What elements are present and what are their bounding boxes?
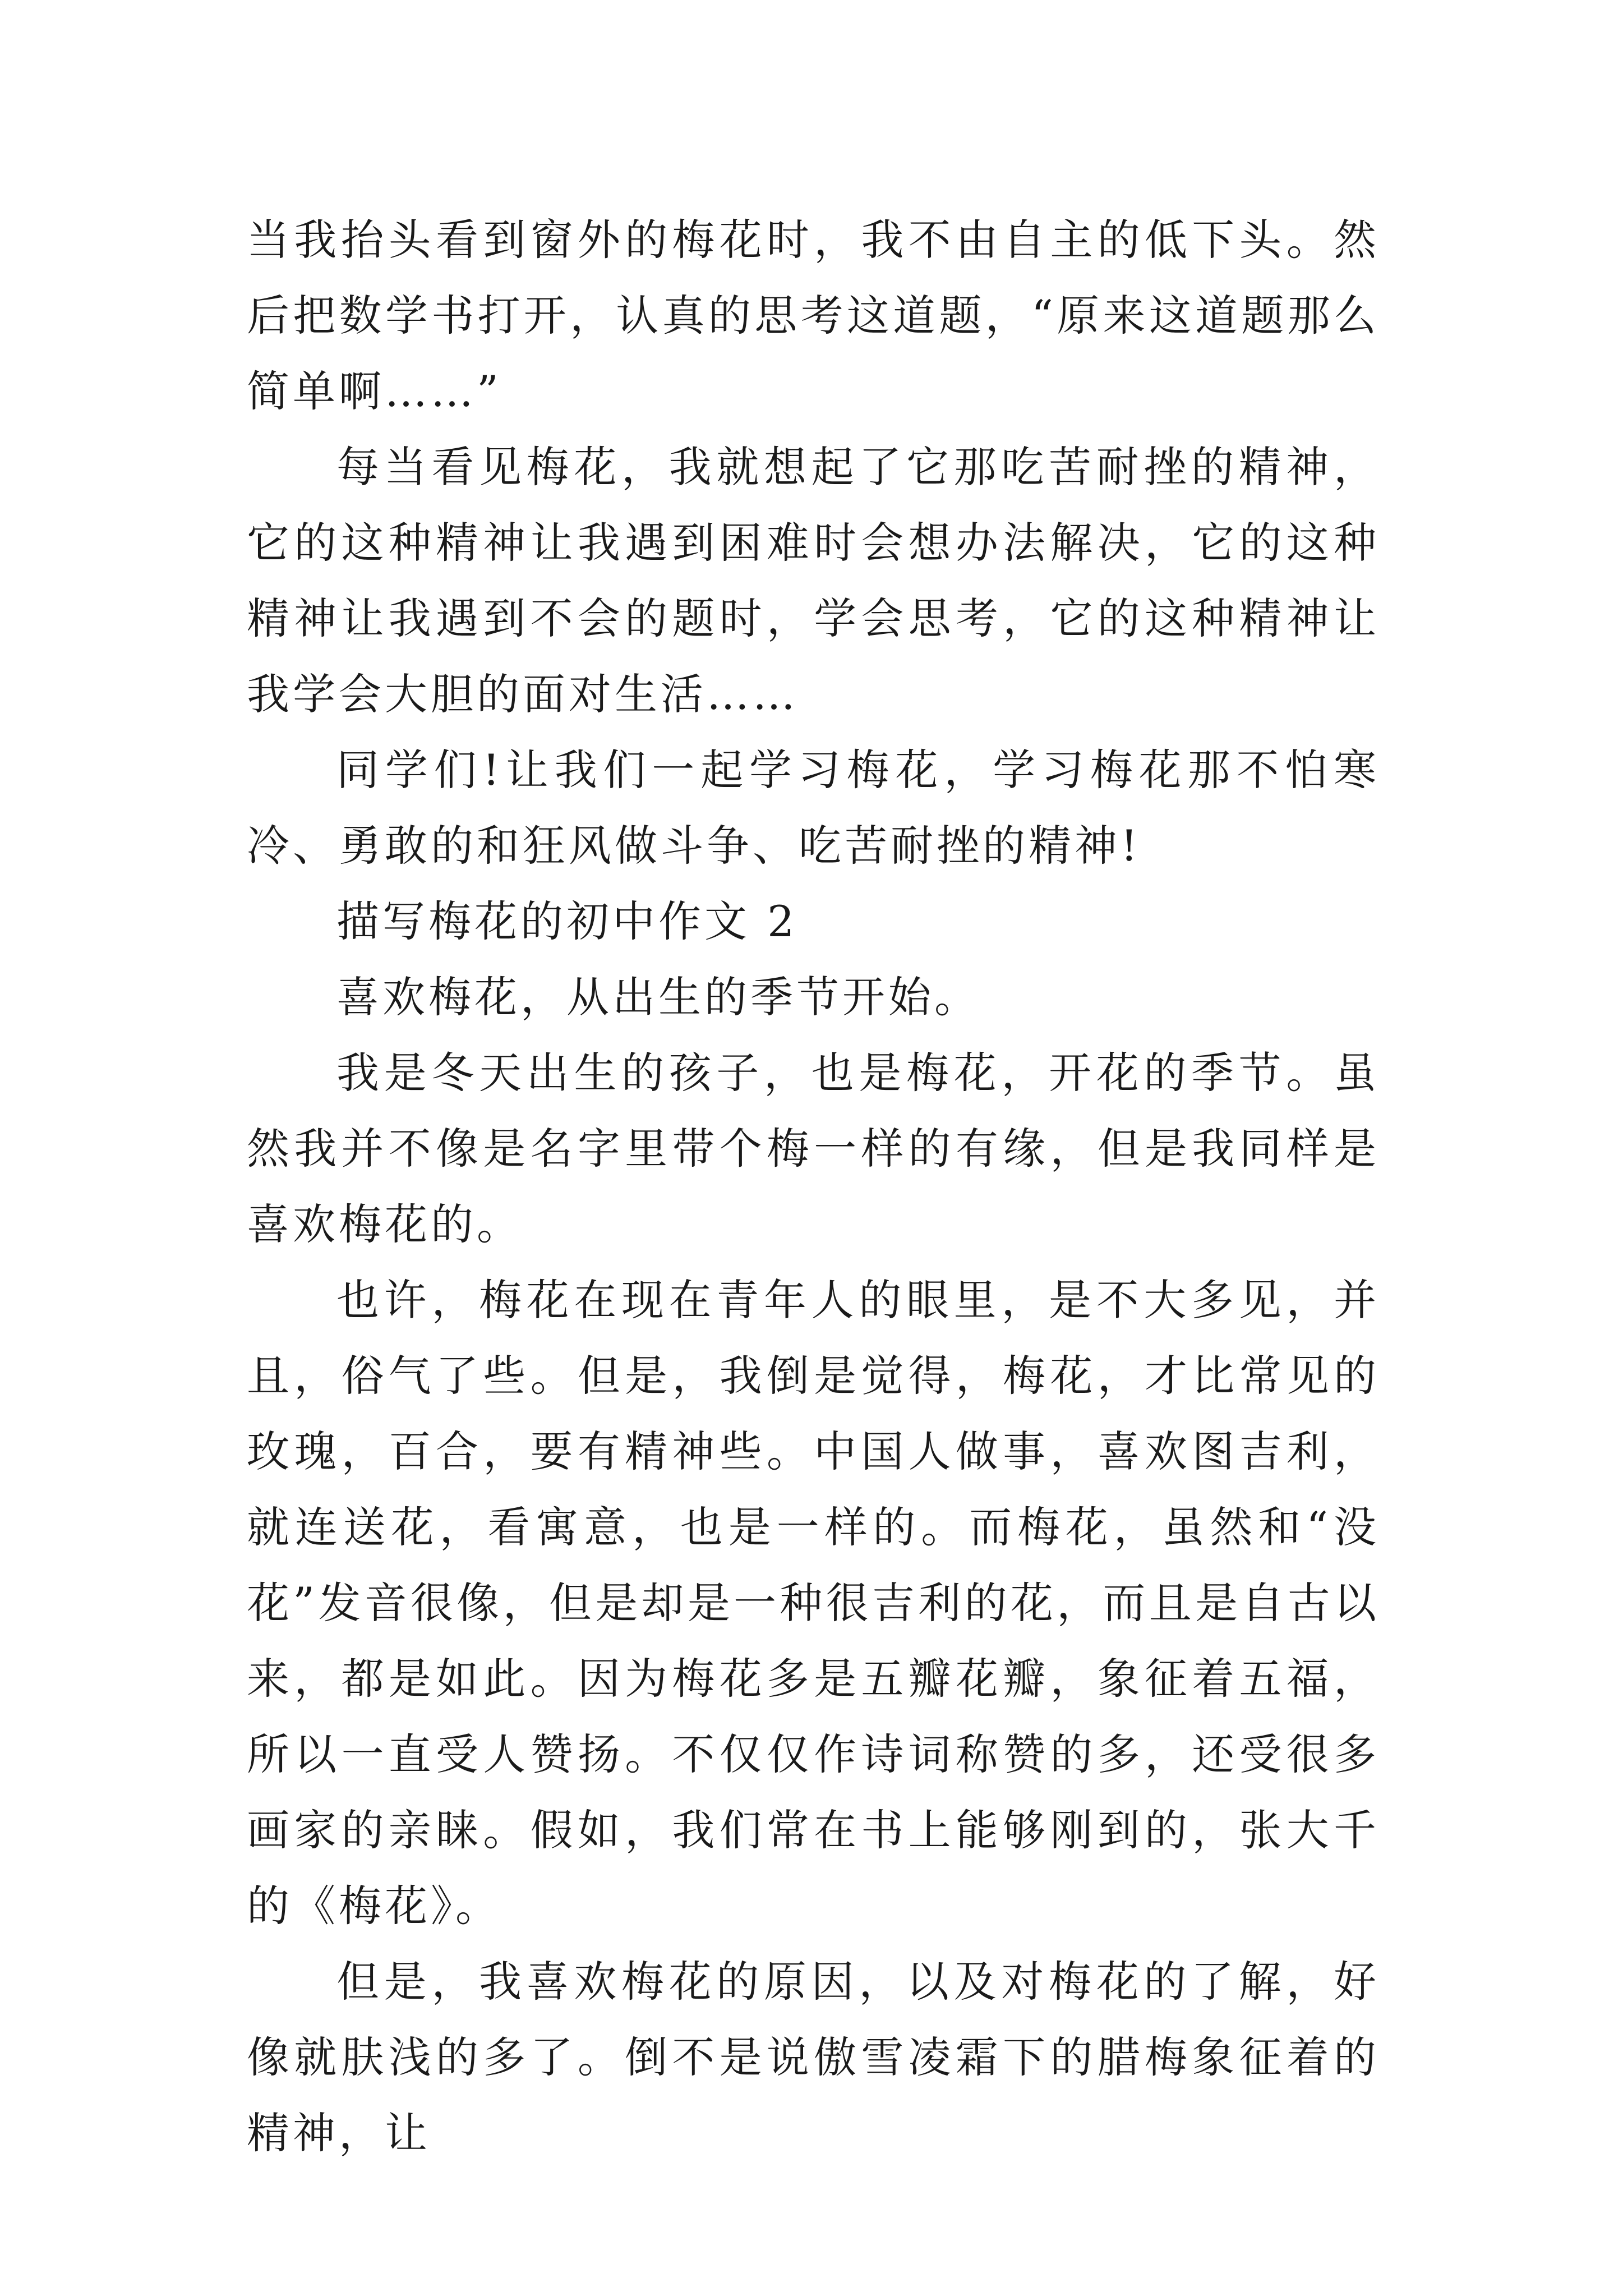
paragraph-8: 但是，我喜欢梅花的原因，以及对梅花的了解，好像就肤浅的多了。倒不是说傲雪凌霜下的腊梅象征着的精神，让 (247, 1957, 1380, 2158)
paragraph-7: 也许，梅花在现在青年人的眼里，是不大多见，并且，俗气了些。但是，我倒是觉得，梅花，才比常见的玫瑰，百合，要有精神些。中国人做事，喜欢图吉利，就连送花，看寓意，也是一样的。而梅花，虽然和“没花”发音很像，但是却是一种很吉利的花，而且是自古以来，都是如此。因为梅花多是五瓣花瓣，象征着五福，所以一直受人赞扬。不仅仅作诗词称赞的多，还受很多画家的亲睐。假如，我们常在书上能够刚到的，张大千的《梅花》。 (247, 1275, 1380, 1931)
document-body (247, 202, 1380, 2171)
paragraph-5: 喜欢梅花，从出生的季节开始。 (336, 972, 980, 1022)
essay-title: 描写梅花的初中作文 2 (336, 896, 798, 946)
paragraph-6: 我是冬天出生的孩子，也是梅花，开花的季节。虽然我并不像是名字里带个梅一样的有缘，但是我同样是喜欢梅花的。 (247, 1048, 1380, 1249)
paragraph-2: 每当看见梅花，我就想起了它那吃苦耐挫的精神，它的这种精神让我遇到困难时会想办法解决，它的这种精神让我遇到不会的题时，学会思考，它的这种精神让我学会大胆的面对生活…… (247, 442, 1380, 719)
paragraph-1: 当我抬头看到窗外的梅花时，我不由自主的低下头。然后把数学书打开，认真的思考这道题，“原来这道题那么简单啊……” (247, 215, 1380, 416)
paragraph-3: 同学们!让我们一起学习梅花，学习梅花那不怕寒冷、勇敢的和狂风做斗争、吃苦耐挫的精神! (247, 745, 1380, 871)
